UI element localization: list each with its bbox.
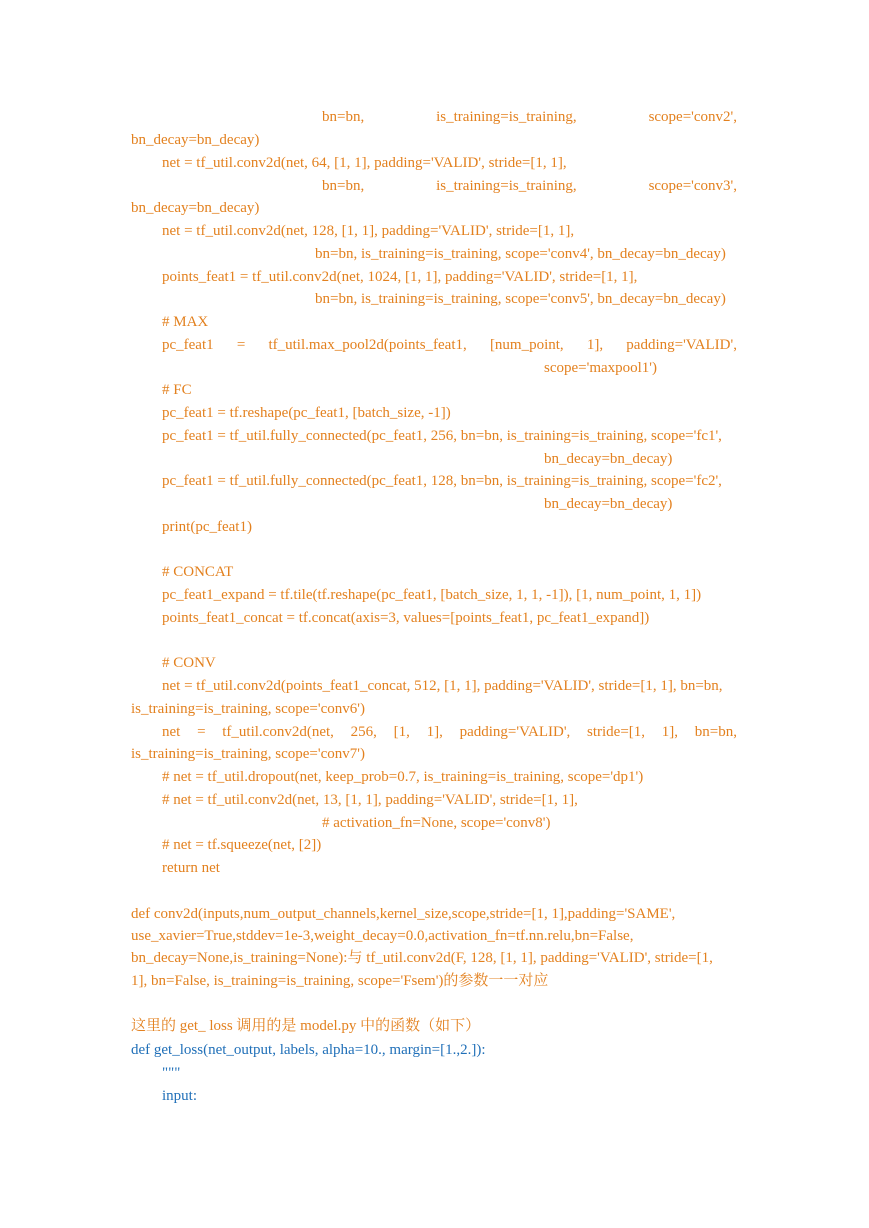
code-line-4 — [322, 177, 737, 195]
code-line-19: print(pc_feat1) — [162, 519, 252, 535]
code-token: [1, — [393, 724, 410, 740]
code-token: bn=bn, — [694, 724, 737, 740]
code-token: tf_util.max_pool2d(points_feat1, — [268, 337, 467, 353]
code-token: 1], — [586, 337, 604, 353]
code-token: bn=bn, — [322, 178, 365, 194]
code-line-2: bn_decay=bn_decay) — [131, 132, 260, 148]
code-line-28: # net = tf_util.dropout(net, keep_prob=0.7, is_training=is_training, scope='dp1') — [162, 769, 644, 785]
code-line-31: # net = tf.squeeze(net, [2]) — [162, 837, 322, 853]
code-line-8: points_feat1 = tf_util.conv2d(net, 1024, [1, 1], padding='VALID', stride=[1, 1], — [162, 269, 638, 285]
get-loss-def: def get_loss(net_output, labels, alpha=10., margin=[1.,2.]): — [131, 1042, 486, 1058]
conv2d-def-line-1: def conv2d(inputs,num_output_channels,kernel_size,scope,stride=[1, 1],padding='SAME', — [131, 906, 676, 922]
code-comment-fc: # FC — [162, 382, 192, 398]
code-token: [num_point, — [489, 337, 564, 353]
code-line-11 — [162, 336, 737, 354]
code-comment-concat: # CONCAT — [162, 564, 234, 580]
get-loss-note: 这里的 get_ loss 调用的是 model.py 中的函数（如下） — [131, 1018, 481, 1034]
code-token: scope='conv2', — [648, 109, 737, 125]
conv2d-def-line-4: 1], bn=False, is_training=is_training, scope='Fsem')的参数一一对应 — [131, 973, 549, 989]
code-line-5: bn_decay=bn_decay) — [131, 200, 260, 216]
code-token: stride=[1, — [587, 724, 646, 740]
code-line-17: pc_feat1 = tf_util.fully_connected(pc_feat1, 128, bn=bn, is_training=is_training, scope='fc2', — [162, 473, 722, 489]
code-line-16: bn_decay=bn_decay) — [544, 451, 673, 467]
docstring-open: """ — [162, 1065, 181, 1081]
code-token: 1], — [661, 724, 679, 740]
code-line-32: return net — [162, 860, 220, 876]
code-line-15: pc_feat1 = tf_util.fully_connected(pc_feat1, 256, bn=bn, is_training=is_training, scope='fc1', — [162, 428, 722, 444]
conv2d-def-line-2: use_xavier=True,stddev=1e-3,weight_decay=0.0,activation_fn=tf.nn.relu,bn=False, — [131, 928, 634, 944]
code-line-1 — [322, 108, 737, 126]
docstring-input-label: input: — [162, 1088, 198, 1104]
code-token: bn=bn, — [322, 109, 365, 125]
code-token: = — [236, 337, 246, 353]
code-line-3: net = tf_util.conv2d(net, 64, [1, 1], padding='VALID', stride=[1, 1], — [162, 155, 567, 171]
code-line-12: scope='maxpool1') — [544, 360, 658, 376]
code-token: scope='conv3', — [648, 178, 737, 194]
conv2d-def-line-3: bn_decay=None,is_training=None):与 tf_util.conv2d(F, 128, [1, 1], padding='VALID', stride=[1, — [131, 950, 713, 966]
code-line-6: net = tf_util.conv2d(net, 128, [1, 1], padding='VALID', stride=[1, 1], — [162, 223, 575, 239]
code-token: net — [162, 724, 181, 740]
code-token: 256, — [350, 724, 377, 740]
code-token: is_training=is_training, — [436, 109, 577, 125]
code-comment-conv: # CONV — [162, 655, 216, 671]
code-line-22: points_feat1_concat = tf.concat(axis=3, values=[points_feat1, pc_feat1_expand]) — [162, 610, 650, 626]
code-token: padding='VALID', — [459, 724, 571, 740]
code-token: padding='VALID', — [626, 337, 737, 353]
code-token: is_training=is_training, — [436, 178, 577, 194]
code-line-9: bn=bn, is_training=is_training, scope='conv5', bn_decay=bn_decay) — [315, 291, 726, 307]
code-token: = — [197, 724, 206, 740]
code-line-29: # net = tf_util.conv2d(net, 13, [1, 1], padding='VALID', stride=[1, 1], — [162, 792, 578, 808]
code-line-18: bn_decay=bn_decay) — [544, 496, 673, 512]
code-line-26 — [162, 723, 737, 741]
code-token: 1], — [426, 724, 443, 740]
code-line-7: bn=bn, is_training=is_training, scope='conv4', bn_decay=bn_decay) — [315, 246, 726, 262]
code-line-21: pc_feat1_expand = tf.tile(tf.reshape(pc_feat1, [batch_size, 1, 1, -1]), [1, num_point, 1, 1]) — [162, 587, 702, 603]
code-line-24: net = tf_util.conv2d(points_feat1_concat, 512, [1, 1], padding='VALID', stride=[1, 1], bn=bn, — [162, 678, 723, 694]
code-comment-max: # MAX — [162, 314, 209, 330]
code-line-30: # activation_fn=None, scope='conv8') — [322, 815, 551, 831]
code-line-14: pc_feat1 = tf.reshape(pc_feat1, [batch_size, -1]) — [162, 405, 451, 421]
code-line-27: is_training=is_training, scope='conv7') — [131, 746, 365, 762]
code-token: tf_util.conv2d(net, — [222, 724, 334, 740]
code-token: pc_feat1 — [162, 337, 214, 353]
code-line-25: is_training=is_training, scope='conv6') — [131, 701, 365, 717]
